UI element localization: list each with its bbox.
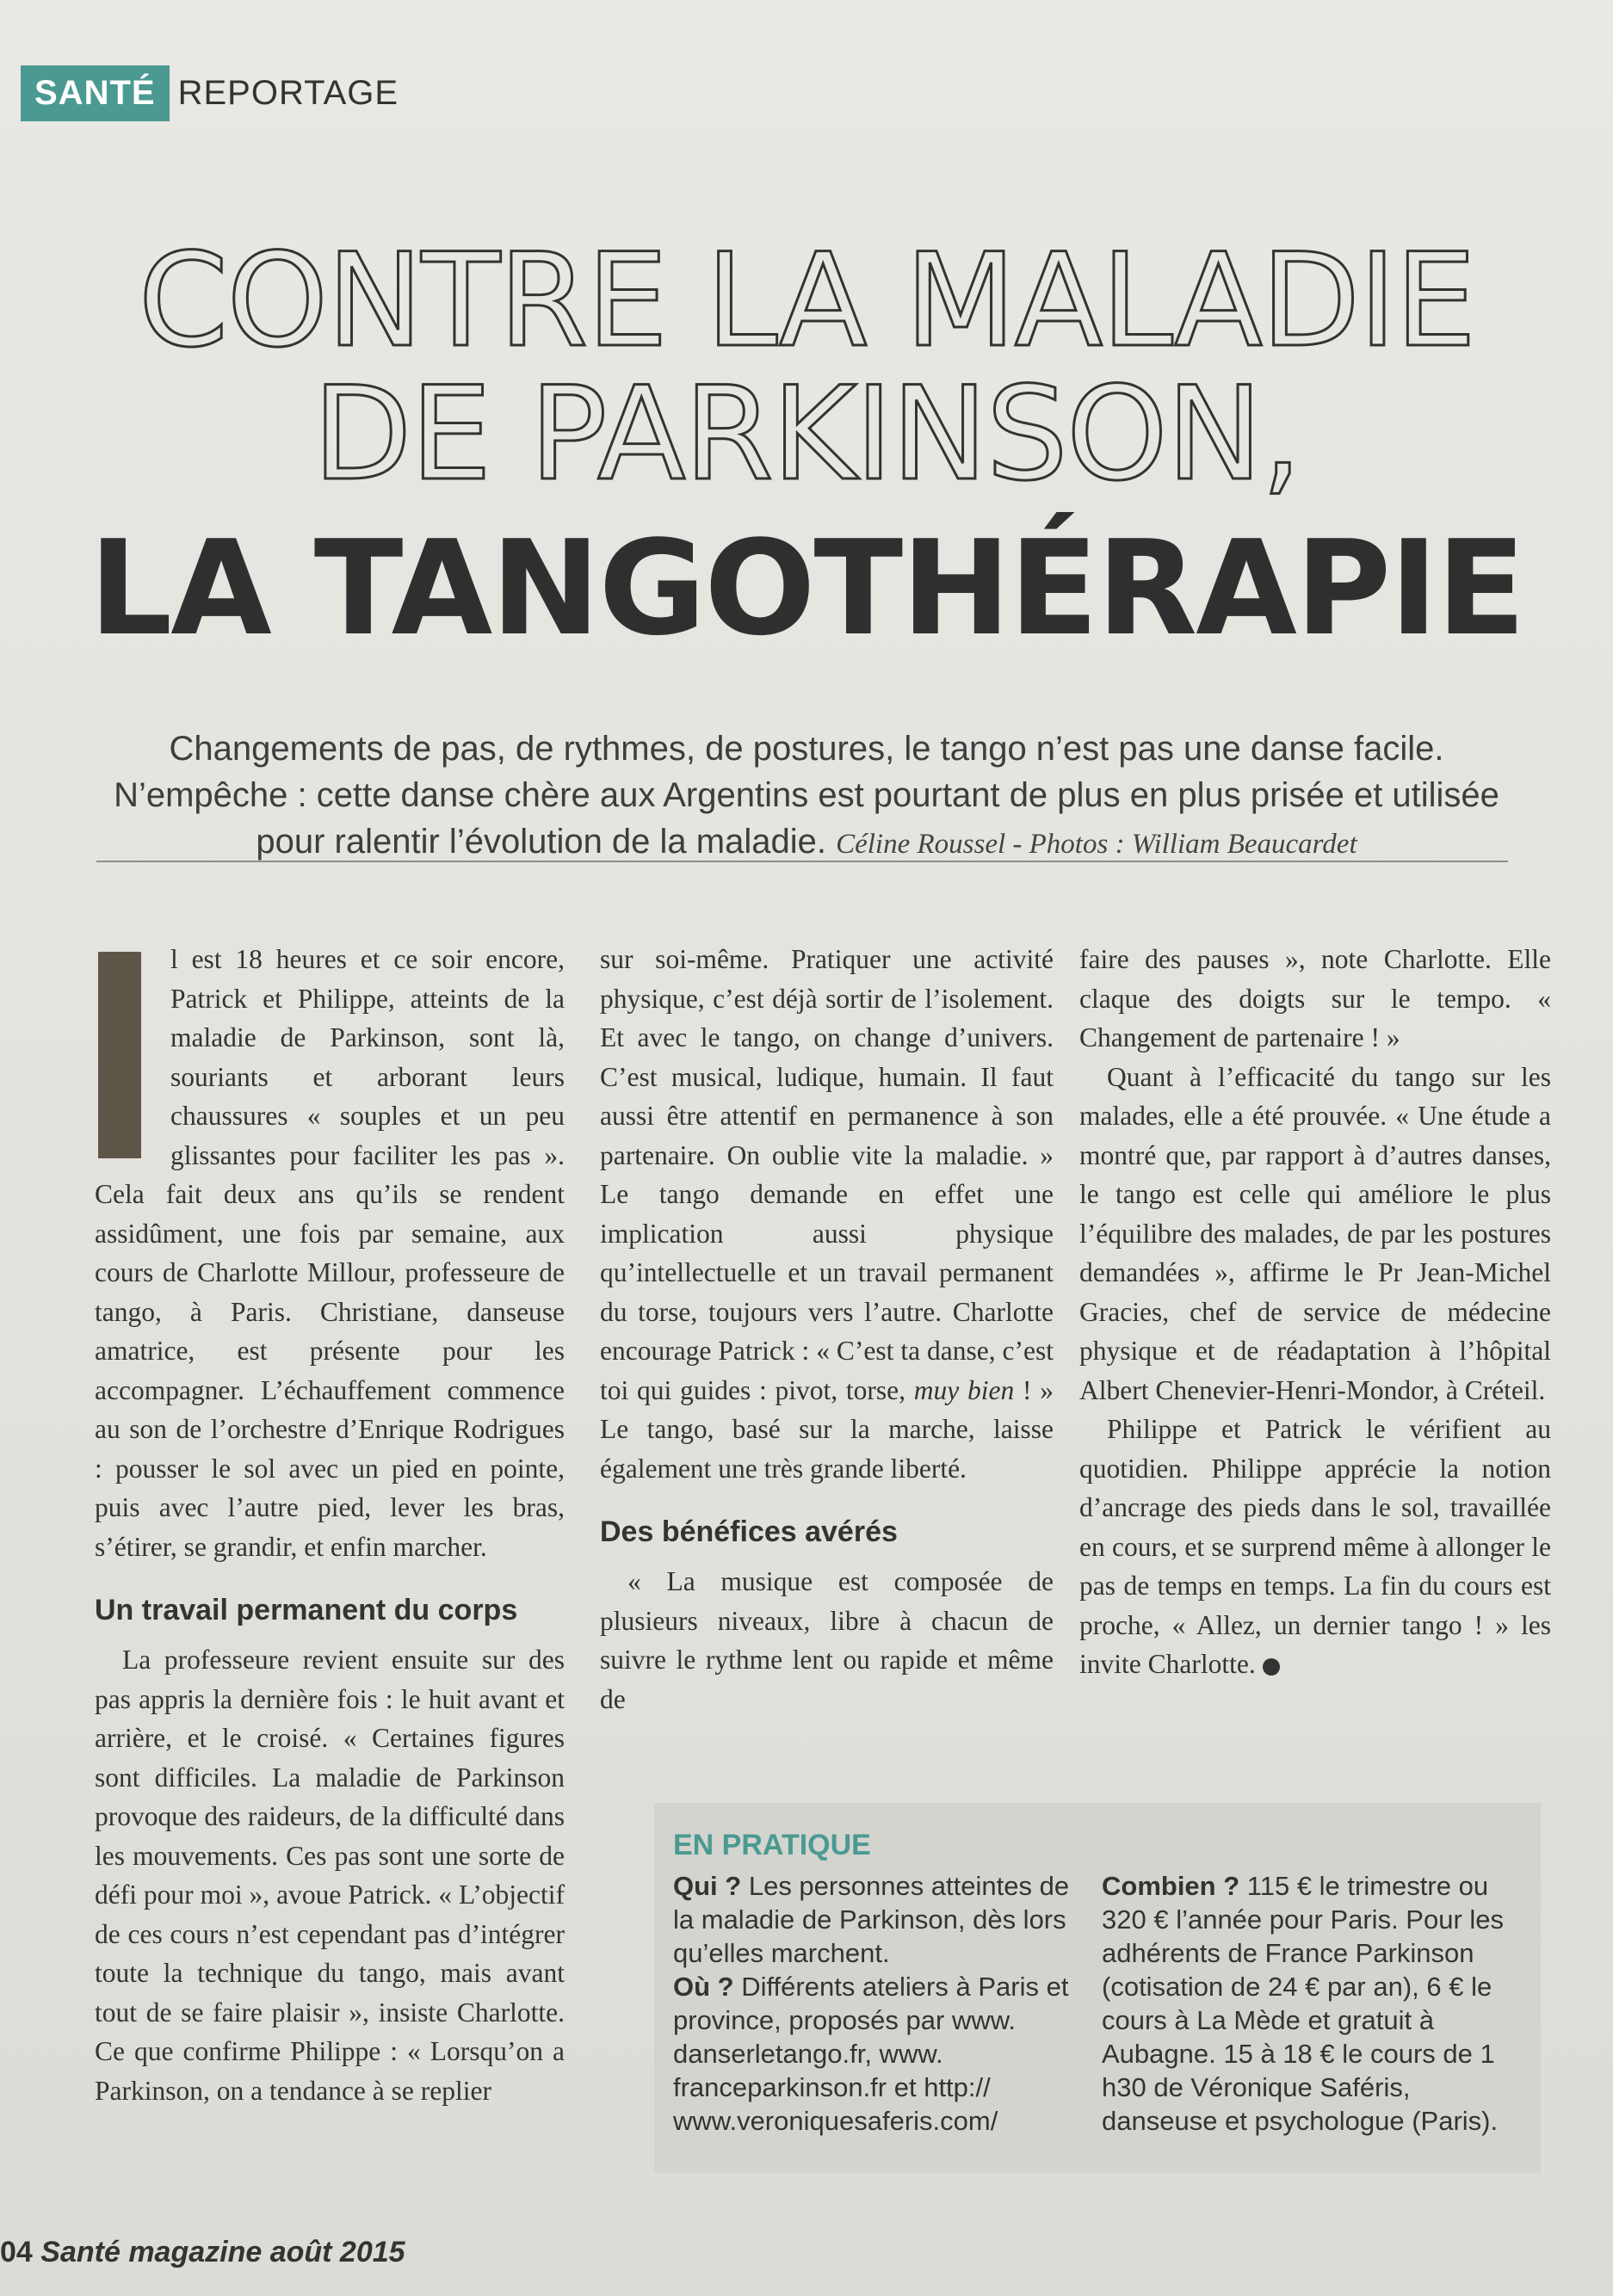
ou-label: Où ? xyxy=(673,1972,734,2002)
section-rubric xyxy=(21,60,399,126)
issue-date: août 2015 xyxy=(269,2236,405,2268)
box-title: EN PRATIQUE xyxy=(673,1829,871,1861)
combien-text: 115 € le trimestre ou 320 € l’année pour Paris. Pour les adhérents de France Parkinson (cotisation de 24 € par an), 6 € le cours à La Mède et gratuit à Aubagne. 15 à 18 € le cours de 1 h30 de Véronique Saféris, danseuse et psychologue (Paris). xyxy=(1102,1871,1505,2136)
magazine-name: Santé magazine xyxy=(40,2236,263,2268)
paragraph-soi-meme-italic: muy bien xyxy=(913,1374,1015,1405)
paragraph-intro: l est 18 heures et ce soir encore, Patrick et Philippe, atteints de la maladie de Parkinson, sont là, souriants et arborant leurs chaussures « souples et un peu glissantes pour faciliter les pas ». Cela fait deux ans qu’ils se rendent assidûment, une fois par semaine, aux cours de Charlotte Millour, professeure de tango, à Paris. Christiane, danseuse amatrice, est présente pour les accompagner. L’échauffement commence au son de l’orchestre d’Enrique Rodrigues : pousser le sol avec un pied en pointe, puis avec l’autre pied, lever les bras, s’étirer, se grandir, et enfin marcher. xyxy=(95,944,565,1562)
rubric-tag: SANTÉ xyxy=(21,65,170,121)
ou-text: Différents ateliers à Paris et province, proposés par www. danserletango.fr, www. franceparkinson.fr et http:// www.veroniquesaferis.com/ xyxy=(673,1972,1069,2136)
paragraph-quotidien xyxy=(1079,1410,1551,1684)
paragraph-pauses: faire des pauses », note Charlotte. Elle claque des doigts sur le tempo. « Changement de partenaire ! » xyxy=(1079,944,1551,1052)
subhead-benefices: Des bénéfices avérés xyxy=(600,1515,898,1548)
box-column-left xyxy=(673,1869,1093,2138)
box-column-right xyxy=(1102,1869,1522,2138)
paragraph-soi-meme-a: sur soi-même. Pratiquer une activité physique, c’est déjà sortir de l’isolement. Et avec le tango, on change d’univers. C’est musical, ludique, humain. Il faut aussi être attentif en permanence à son partenaire. On oublie vite la maladie. » Le tango demande en effet une implication aussi physique qu’intellectuelle et un travail permanent du torse, toujours vers l’autre. Charlotte encourage Patrick : « C’est ta danse, c’est toi qui guides : pivot, torse, xyxy=(600,944,1054,1405)
drop-cap-i xyxy=(98,952,141,1158)
qui-text: Les personnes atteintes de la maladie de Parkinson, dès lors qu’elles marchent. xyxy=(673,1871,1070,1968)
combien-label: Combien ? xyxy=(1102,1871,1240,1901)
divider xyxy=(96,861,1508,862)
headline-line-3: LA TANGOTHÉRAPIE xyxy=(89,512,1524,664)
article-column-1 xyxy=(95,940,565,2110)
qui-label: Qui ? xyxy=(673,1871,742,1901)
paragraph-soi-meme-b: ! » Le tango, basé sur la marche, laisse également une très grande liberté. xyxy=(600,1374,1054,1484)
end-bullet-icon xyxy=(1263,1658,1280,1676)
chapo-text: Changements de pas, de rythmes, de postures, le tango n’est pas une danse facile. N’empêche : cette danse chère aux Argentins est pourtant de plus en plus prisée et utilisée pour ralentir l’évolution de la maladie. xyxy=(114,730,1499,861)
page-footer xyxy=(0,2236,405,2269)
chapo xyxy=(95,725,1518,867)
page-number: 04 xyxy=(0,2236,33,2268)
paragraph-soi-meme xyxy=(600,940,1054,1488)
rubric-section: REPORTAGE xyxy=(177,73,399,112)
paragraph-professeure: La professeure revient ensuite sur des pas appris la dernière fois : le huit avant et arrière, et le croisé. « Certaines figures sont difficiles. La maladie de Parkinson provoque des raideurs, de la difficulté dans les mouvements. Ces pas sont une sorte de défi pour moi », avoue Patrick. « L’objectif de ces cours n’est cependant pas d’intégrer toute la technique du tango, mais avant tout de se faire plaisir », insiste Charlotte. Ce que confirme Philippe : « Lorsqu’on a Parkinson, on a tendance à se replier xyxy=(95,1645,565,2106)
byline-credit: Céline Roussel - Photos : William Beaucardet xyxy=(836,829,1357,860)
subhead-travail: Un travail permanent du corps xyxy=(95,1594,518,1626)
headline-line-2: DE PARKINSON, xyxy=(312,360,1301,509)
en-pratique-box xyxy=(654,1803,1541,2173)
paragraph-efficacite: Quant à l’efficacité du tango sur les malades, elle a été prouvée. « Une étude a montré que, par rapport à d’autres danses, le tango est celle qui améliore le plus l’équilibre des malades, de par les postures demandées », affirme le Pr Jean-Michel Gracies, chef de service de médecine physique et de réadaptation à l’hôpital Albert Chenevier-Henri-Mondor, à Créteil. xyxy=(1079,1061,1551,1405)
paragraph-quotidien-text: Philippe et Patrick le vérifient au quotidien. Philippe apprécie la notion d’ancrage des pieds dans le sol, travaillée en cours, et se surprend même à allonger le pas de temps en temps. La fin du cours est proche, « Allez, un dernier tango ! » les invite Charlotte. xyxy=(1079,1414,1551,1679)
headline-line-1: CONTRE LA MALADIE xyxy=(138,226,1475,376)
paragraph-musique: « La musique est composée de plusieurs niveaux, libre à chacun de suivre le rythme lent ou rapide et même de xyxy=(600,1566,1054,1714)
article-column-2 xyxy=(600,940,1054,1719)
article-column-3 xyxy=(1079,940,1551,1684)
